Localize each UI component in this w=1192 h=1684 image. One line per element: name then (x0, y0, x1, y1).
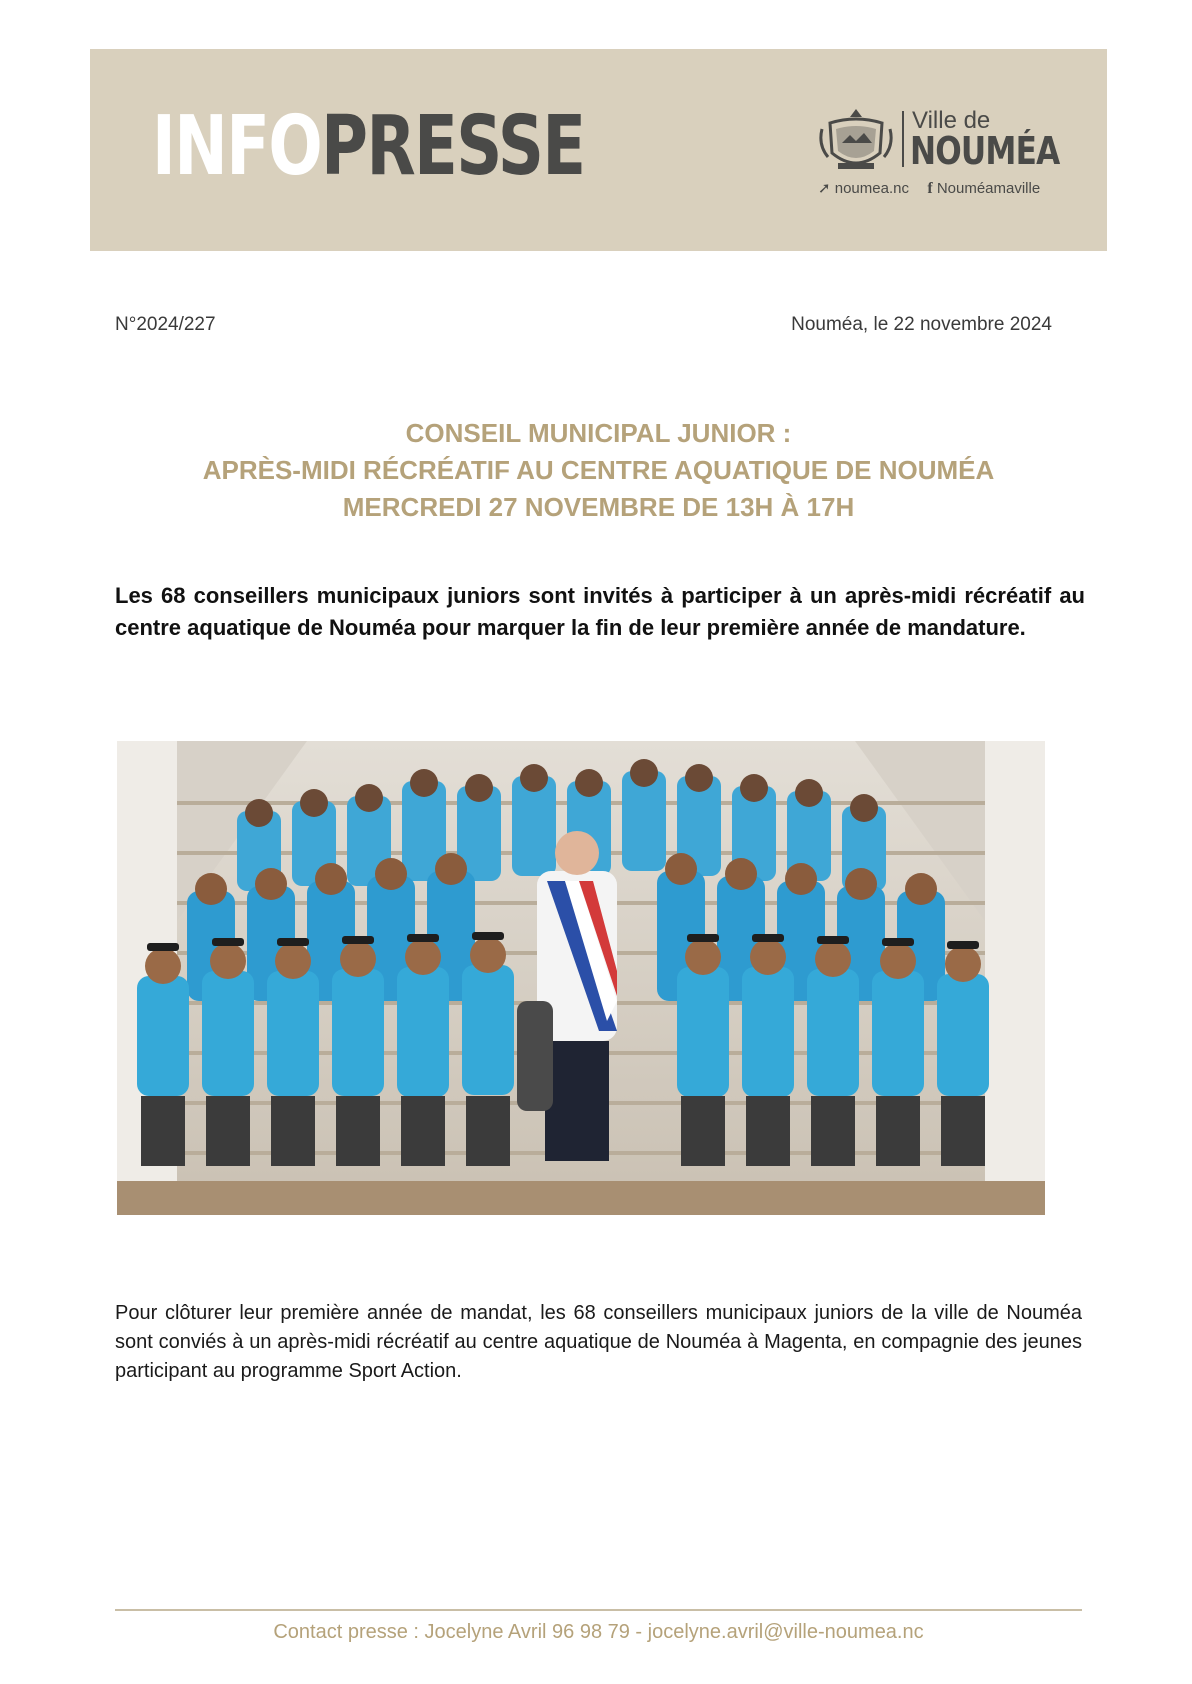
title-line-3: MERCREDI 27 NOVEMBRE DE 13H À 17H (342, 492, 855, 522)
body-paragraph: Pour clôturer leur première année de mandat, les 68 conseillers municipaux juniors de la ville de Nouméa sont conviés à un après-midi récréatif au centre aquatique de Nouméa à Magenta, en compagnie des jeunes participant au programme Sport Action. (115, 1302, 1082, 1382)
group-photo (117, 741, 1045, 1215)
city-crest-icon (818, 107, 894, 175)
title-line-1: CONSEIL MUNICIPAL JUNIOR : (405, 418, 792, 448)
logo-ville-de: Ville de (912, 107, 991, 134)
logo-divider (902, 111, 904, 167)
brand-info: INFO (152, 99, 322, 194)
press-title (90, 415, 1107, 526)
website-link[interactable]: noumea.nc (834, 180, 909, 197)
press-contact: Contact presse : Jocelyne Avril 96 98 79 - jocelyne.avril@ville-noumea.nc (273, 1621, 924, 1643)
press-reference: N°2024/227 (115, 314, 216, 335)
city-logo (818, 107, 1060, 197)
brand-presse: PRESSE (321, 99, 585, 194)
website-arrow-icon: ➚ (818, 180, 831, 197)
facebook-handle[interactable]: Nouméamaville (936, 180, 1041, 197)
place-date: Nouméa, le 22 novembre 2024 (791, 314, 1052, 335)
footer-divider (115, 1609, 1082, 1611)
header-banner (90, 49, 1107, 251)
group-photo-illustration (117, 741, 1045, 1215)
brand-wordmark (152, 99, 585, 194)
logo-noumea: NOUMÉA (910, 129, 1060, 173)
title-line-2: APRÈS-MIDI RÉCRÉATIF AU CENTRE AQUATIQUE DE NOUMÉA (202, 455, 995, 485)
facebook-icon: f (927, 180, 933, 197)
lead-paragraph: Les 68 conseillers municipaux juniors sont invités à participer à un après-midi récréatif au centre aquatique de Nouméa pour marquer la fin de leur première année de mandature. (115, 583, 1085, 640)
logo-social (818, 179, 1040, 198)
